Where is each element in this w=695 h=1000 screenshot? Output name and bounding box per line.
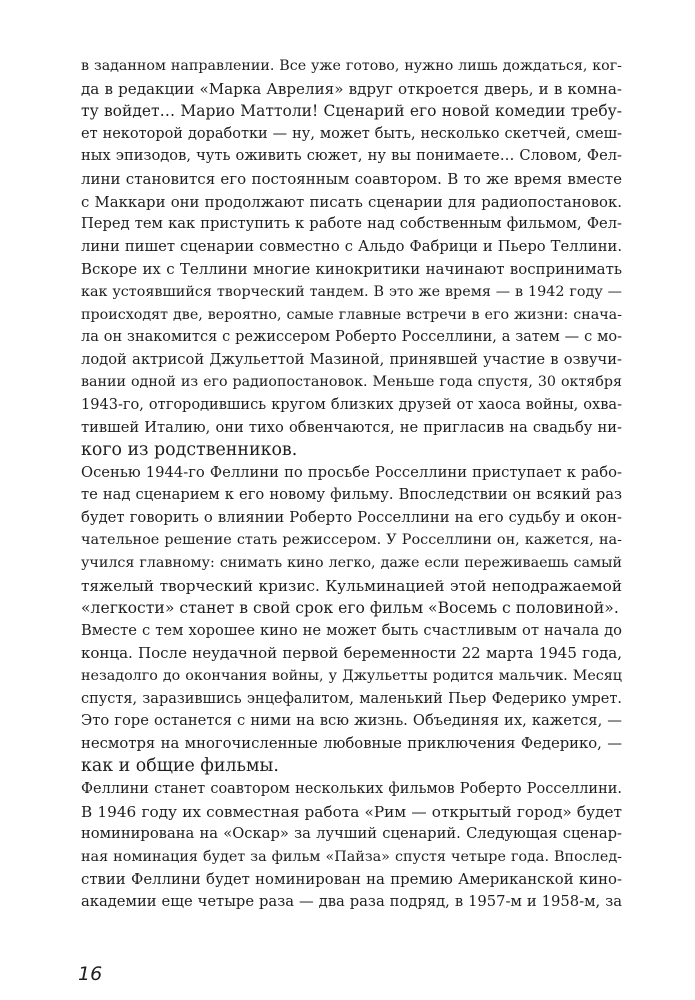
text-line: Вскоре их с Теллини многие кинокритики начинают воспринимать xyxy=(81,260,622,279)
text-line: происходят две, вероятно, самые главные встречи в его жизни: снача- xyxy=(81,306,622,323)
paragraph xyxy=(81,620,622,778)
text-line: чательное решение стать режиссером. У Росселлини он, кажется, на- xyxy=(81,532,622,549)
text-line: как и общие фильмы. xyxy=(81,756,279,777)
text-line: Перед тем как приступить к работе над собственным фильмом, Фел- xyxy=(81,215,622,233)
text-line: ла он знакомится с режиссером Роберто Росселлини, а затем — с мо- xyxy=(81,329,622,346)
text-line: с Маккари они продолжают писать сценарии для радиопостановок. xyxy=(81,192,622,211)
text-line: Вместе с тем хорошее кино не может быть счастливым от начала до xyxy=(81,621,622,639)
paragraph xyxy=(81,778,622,914)
text-line: спустя, заразившись энцефалитом, маленький Пьер Федерико умрет. xyxy=(81,690,622,707)
text-line: ных эпизодов, чуть оживить сюжет, ну вы понимаете… Словом, Фел- xyxy=(81,147,622,165)
paragraph xyxy=(81,55,622,462)
text-line: ствии Феллини будет номинирован на премию Американской кино- xyxy=(81,870,622,889)
text-line: незадолго до окончания войны, у Джульетты родится мальчик. Месяц xyxy=(81,668,622,685)
text-line: тяжелый творческий кризис. Кульминацией этой неподражаемой xyxy=(81,576,622,595)
text-line: тившей Италию, они тихо обвенчаются, не пригласив на свадьбу ни- xyxy=(81,418,622,436)
text-line: ет некоторой доработки — ну, может быть, несколько скетчей, смеш- xyxy=(81,125,622,142)
text-line: ту войдет… Марио Маттоли! Сценарий его новой комедии требу- xyxy=(81,102,622,121)
text-line: вании одной из его радиопостановок. Меньше года спустя, 30 октября xyxy=(81,374,622,391)
text-line: несмотря на многочисленные любовные приключения Федерико, — xyxy=(81,734,622,752)
page-number: 16 xyxy=(78,963,103,985)
text-line: Осенью 1944-го Феллини по просьбе Росселлини приступает к рабо- xyxy=(81,463,622,481)
paragraph xyxy=(81,462,622,620)
text-line: ная номинация будет за фильм «Пайза» спустя четыре года. Впослед- xyxy=(81,848,622,865)
body-text xyxy=(81,55,622,914)
text-line: лодой актрисой Джульеттой Мазиной, принявшей участие в озвучи- xyxy=(81,350,622,368)
text-line: как устоявшийся творческий тандем. В это же время — в 1942 году — xyxy=(81,283,622,300)
text-line: учился главному: снимать кино легко, даже если переживаешь самый xyxy=(81,555,622,572)
text-line: в заданном направлении. Все уже готово, нужно лишь дождаться, ког- xyxy=(81,58,622,74)
text-line: будет говорить о влиянии Роберто Росселлини на его судьбу и окон- xyxy=(81,508,622,526)
text-line: да в редакции «Марка Аврелия» вдруг откроется дверь, и в комна- xyxy=(81,79,622,98)
text-line: лини становится его постоянным соавтором. В то же время вместе xyxy=(81,169,622,188)
text-line: В 1946 году их совместная работа «Рим — открытый город» будет xyxy=(81,802,622,821)
text-line: академии еще четыре раза — два раза подряд, в 1957-м и 1958-м, за xyxy=(81,892,622,910)
text-line: конца. После неудачной первой беременности 22 марта 1945 года, xyxy=(81,644,622,663)
text-line: Феллини станет соавтором нескольких фильмов Роберто Росселлини. xyxy=(81,781,622,797)
text-line: те над сценарием к его новому фильму. Впоследствии он всякий раз xyxy=(81,486,622,504)
text-line: номинирована на «Оскар» за лучший сценарий. Следующая сценар- xyxy=(81,825,622,843)
text-line: лини пишет сценарии совместно с Альдо Фабрици и Пьеро Теллини. xyxy=(81,237,622,255)
text-line: кого из родственников. xyxy=(81,440,298,461)
text-line: Это горе останется с ними на всю жизнь. Объединяя их, кажется, — xyxy=(81,712,622,730)
text-line: 1943-го, отгородившись кругом близких друзей от хаоса войны, охва- xyxy=(81,396,622,413)
text-line: «легкости» станет в свой срок его фильм «Восемь с половиной». xyxy=(81,599,619,618)
